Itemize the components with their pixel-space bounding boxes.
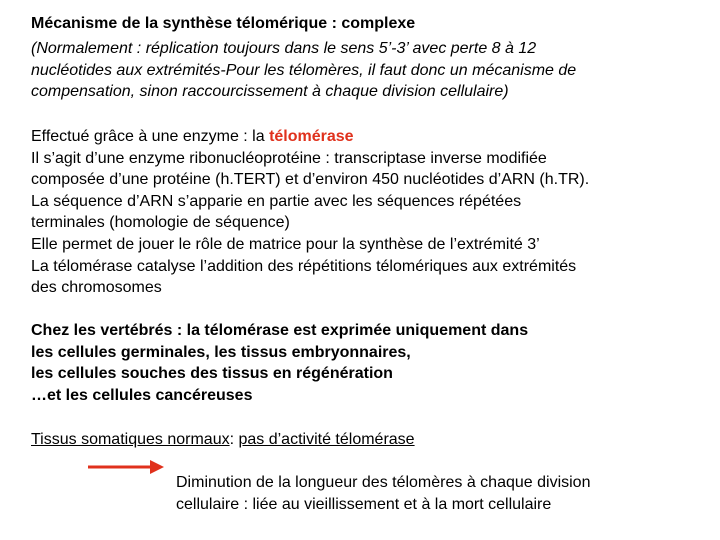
vertebrates-line: Chez les vertébrés : la télomérase est exprimée uniquement dans	[31, 322, 529, 339]
enzyme-prefix: Effectué grâce à une enzyme : la	[31, 128, 270, 145]
enzyme-line: terminales (homologie de séquence)	[31, 214, 290, 232]
enzyme-line: La séquence d’ARN s’apparie en partie avec les séquences répétées	[31, 192, 522, 210]
enzyme-line: Elle permet de jouer le rôle de matrice pour la synthèse de l’extrémité 3’	[31, 235, 540, 253]
vertebrates-line: les cellules souches des tissus en régénération	[31, 365, 393, 383]
consequence-line: Diminution de la longueur des télomères à chaque division	[176, 474, 591, 491]
consequence-paragraph	[176, 472, 676, 516]
enzyme-line: Il s’agit d’une enzyme ribonucléoprotéine : transcriptase inverse modifiée	[31, 149, 547, 167]
vertebrates-line: les cellules germinales, les tissus embryonnaires,	[31, 343, 411, 361]
slide-title: Mécanisme de la synthèse télomérique : complexe	[31, 15, 416, 32]
intro-line: nucléotides aux extrémités-Pour les télomères, il faut donc un mécanisme de	[31, 61, 577, 79]
vertebrates-line: …et les cellules cancéreuses	[31, 386, 253, 404]
somatic-line	[31, 429, 415, 451]
somatic-separator: :	[229, 431, 239, 448]
enzyme-heading-line	[31, 126, 701, 148]
enzyme-line: des chromosomes	[31, 279, 162, 297]
right-arrow-icon	[86, 457, 166, 477]
consequence-line: cellulaire : liée au vieillissement et à la mort cellulaire	[176, 496, 552, 513]
enzyme-paragraph	[31, 126, 701, 299]
intro-line: compensation, sinon raccourcissement à chaque division cellulaire)	[31, 83, 509, 101]
somatic-label: Tissus somatiques normaux	[31, 431, 230, 448]
intro-line: (Normalement : réplication toujours dans le sens 5’-3’ avec perte 8 à 12	[31, 40, 537, 57]
somatic-text: pas d’activité télomérase	[238, 431, 415, 448]
vertebrates-paragraph	[31, 320, 651, 406]
intro-paragraph	[31, 38, 691, 103]
enzyme-line: composée d’une protéine (h.TERT) et d’environ 450 nucléotides d’ARN (h.TR).	[31, 171, 590, 189]
enzyme-line: La télomérase catalyse l’addition des répétitions télomériques aux extrémités	[31, 257, 577, 275]
telomerase-highlight: télomérase	[269, 128, 354, 145]
